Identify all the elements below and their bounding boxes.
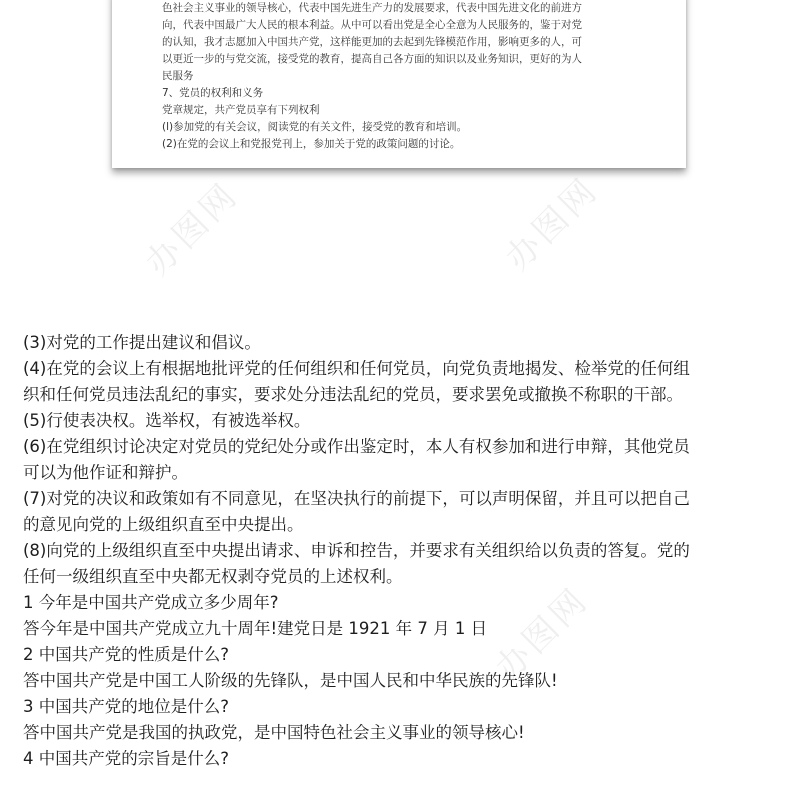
text-line: 向，代表中国最广大人民的根本利益。从中可以看出党是全心全意为人民服务的，鉴于对党 xyxy=(162,19,582,31)
answer-line: 答中国共产党是我国的执政党，是中国特色社会主义事业的领导核心! xyxy=(23,723,525,742)
watermark: 办图网 xyxy=(497,169,607,279)
text-line: 色社会主义事业的领导核心，代表中国先进生产力的发展要求，代表中国先进文化的前进方 xyxy=(162,2,582,14)
text-line: (2)在党的会议上和党报党刊上，参加关于党的政策问题的讨论。 xyxy=(162,138,461,150)
text-line: 任何一级组织直至中央都无权剥夺党员的上述权利。 xyxy=(23,567,403,586)
text-line: 的认知，我才志愿加入中国共产党，这样能更加的去起到先锋模范作用，影响更多的人，可 xyxy=(162,36,582,48)
text-line: 的意见向党的上级组织直至中央提出。 xyxy=(23,515,304,534)
question-line: 2 中国共产党的性质是什么? xyxy=(23,645,230,664)
text-line: (7)对党的决议和政策如有不同意见，在坚决执行的前提下，可以声明保留，并且可以把自己 xyxy=(23,489,690,508)
answer-line: 答今年是中国共产党成立九十周年!建党日是 1921 年 7 月 1 日 xyxy=(23,619,488,638)
document-page-card xyxy=(112,0,686,168)
answer-line: 答中国共产党是中国工人阶级的先锋队，是中国人民和中华民族的先锋队! xyxy=(23,671,558,690)
text-line: (4)在党的会议上有根据地批评党的任何组织和任何党员，向党负责地揭发、检举党的任何组 xyxy=(23,359,690,378)
text-line: 可以为他作证和辩护。 xyxy=(23,463,188,482)
text-line: (6)在党组织讨论决定对党员的党纪处分或作出鉴定时，本人有权参加和进行申辩，其他党员 xyxy=(23,437,690,456)
text-line: (3)对党的工作提出建议和倡议。 xyxy=(23,333,261,352)
text-line: 民服务 xyxy=(162,70,194,82)
text-line: 以更近一步的与党交流，接受党的教育，提高自己各方面的知识以及业务知识，更好的为人 xyxy=(162,53,582,65)
text-line: 党章规定，共产党员享有下列权利 xyxy=(162,104,320,116)
text-line: 织和任何党员违法乱纪的事实，要求处分违法乱纪的党员，要求罢免或撤换不称职的干部。 xyxy=(23,385,683,404)
text-line: (5)行使表决权。选举权，有被选举权。 xyxy=(23,411,311,430)
page-card-text xyxy=(162,0,662,153)
section-heading: 7、党员的权利和义务 xyxy=(162,87,264,99)
question-line: 3 中国共产党的地位是什么? xyxy=(23,697,230,716)
text-line: (l)参加党的有关会议，阅读党的有关文件，接受党的教育和培训。 xyxy=(162,121,468,133)
text-line: (8)向党的上级组织直至中央提出请求、申诉和控告，并要求有关组织给以负责的答复。党的 xyxy=(23,541,690,560)
watermark: 办图网 xyxy=(487,579,597,689)
question-line: 4 中国共产党的宗旨是什么? xyxy=(23,749,230,768)
question-line: 1 今年是中国共产党成立多少周年? xyxy=(23,593,279,612)
watermark: 办图网 xyxy=(137,174,247,284)
main-document-text xyxy=(23,330,783,772)
